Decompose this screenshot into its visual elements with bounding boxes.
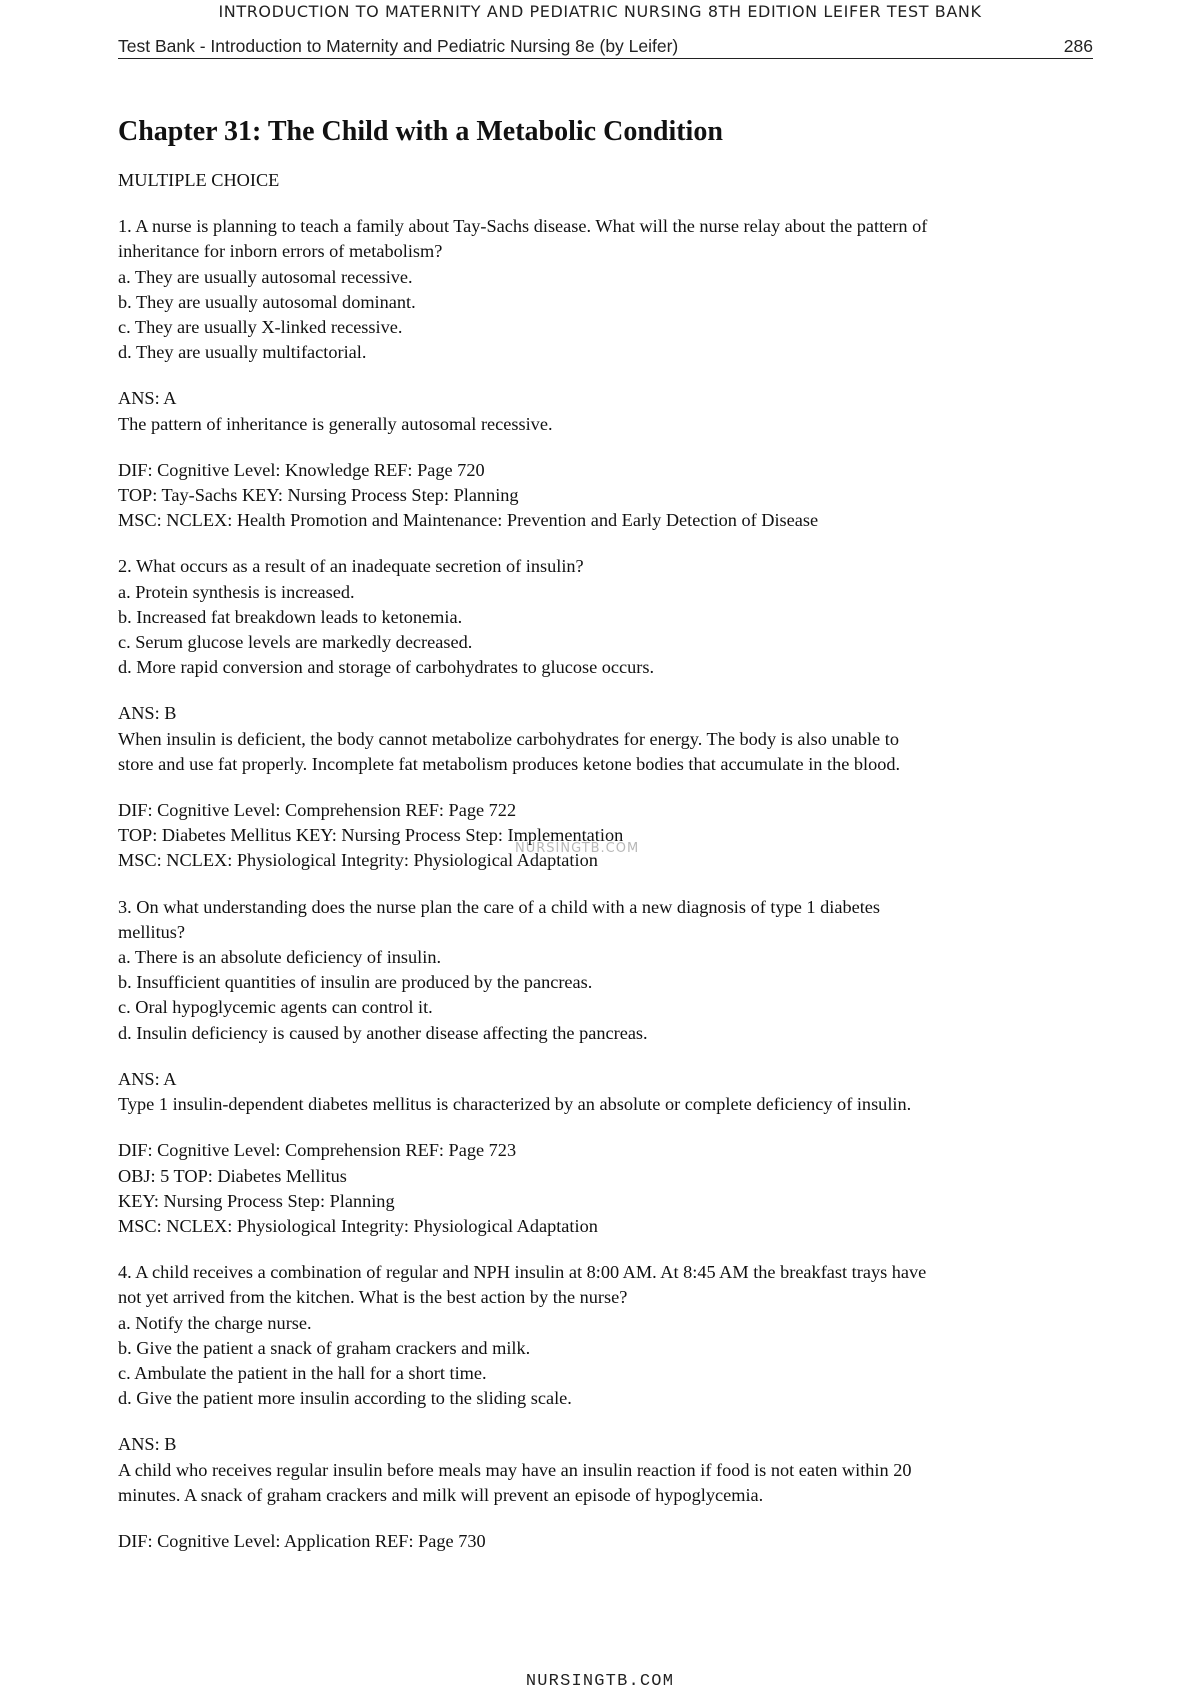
page-number: 286 <box>1063 36 1093 56</box>
spacer <box>118 1239 1103 1260</box>
question-metadata-line: TOP: Diabetes Mellitus KEY: Nursing Process Step: Implementation <box>118 825 624 846</box>
question-metadata-line: DIF: Cognitive Level: Knowledge REF: Page 720 <box>118 459 485 480</box>
answer-option: b. Insufficient quantities of insulin are produced by the pancreas. <box>118 972 593 993</box>
question-metadata-line: OBJ: 5 TOP: Diabetes Mellitus <box>118 1165 347 1186</box>
spacer <box>118 1411 1103 1432</box>
answer-option: b. They are usually autosomal dominant. <box>118 291 416 312</box>
rationale-line: The pattern of inheritance is generally autosomal recessive. <box>118 413 553 434</box>
spacer <box>118 680 1103 701</box>
question-stem-line: 3. On what understanding does the nurse plan the care of a child with a new diagnosis of type 1 diabetes <box>118 896 881 917</box>
rationale-line: minutes. A snack of graham crackers and milk will prevent an episode of hypoglycemia. <box>118 1484 764 1505</box>
answer-option: a. They are usually autosomal recessive. <box>118 266 413 287</box>
rationale-line: store and use fat properly. Incomplete fat metabolism produces ketone bodies that accumulate in the blood. <box>118 753 901 774</box>
spacer <box>118 777 1103 798</box>
header-title: Test Bank - Introduction to Maternity and Pediatric Nursing 8e (by Leifer) <box>118 36 679 56</box>
footer: NURSINGTB.COM <box>525 1672 675 1691</box>
rationale-line: Type 1 insulin-dependent diabetes mellitus is characterized by an absolute or complete deficiency of insulin. <box>118 1094 912 1115</box>
question-stem-line: not yet arrived from the kitchen. What is the best action by the nurse? <box>118 1287 628 1308</box>
question-metadata-line: MSC: NCLEX: Physiological Integrity: Physiological Adaptation <box>118 850 598 871</box>
rationale-line: A child who receives regular insulin before meals may have an insulin reaction if food is not eaten within 20 <box>118 1459 912 1480</box>
answer-option: c. Ambulate the patient in the hall for a short time. <box>118 1362 487 1383</box>
answer-key: ANS: A <box>118 1068 177 1089</box>
answer-option: a. Notify the charge nurse. <box>118 1312 312 1333</box>
answer-option: b. Increased fat breakdown leads to ketonemia. <box>118 606 463 627</box>
answer-key: ANS: A <box>118 388 177 409</box>
answer-option: b. Give the patient a snack of graham crackers and milk. <box>118 1337 531 1358</box>
spacer <box>118 1046 1103 1067</box>
answer-option: c. Oral hypoglycemic agents can control it. <box>118 997 433 1018</box>
answer-option: d. They are usually multifactorial. <box>118 342 367 363</box>
question-metadata-line: MSC: NCLEX: Physiological Integrity: Physiological Adaptation <box>118 1215 598 1236</box>
question-stem-line: 2. What occurs as a result of an inadequate secretion of insulin? <box>118 556 584 577</box>
spacer <box>118 365 1103 386</box>
question-metadata-line: MSC: NCLEX: Health Promotion and Maintenance: Prevention and Early Detection of Disease <box>118 510 819 531</box>
spacer <box>118 1117 1103 1138</box>
answer-option: a. Protein synthesis is increased. <box>118 581 355 602</box>
answer-key: ANS: B <box>118 703 177 724</box>
answer-option: a. There is an absolute deficiency of insulin. <box>118 947 442 968</box>
spacer <box>118 874 1103 895</box>
question-metadata-line: DIF: Cognitive Level: Comprehension REF: Page 722 <box>118 800 517 821</box>
running-header <box>118 34 1093 59</box>
question-stem-line: 4. A child receives a combination of regular and NPH insulin at 8:00 AM. At 8:45 AM the breakfast trays have <box>118 1262 927 1283</box>
question-block <box>118 214 1103 554</box>
spacer <box>118 1508 1103 1529</box>
question-metadata-line: KEY: Nursing Process Step: Planning <box>118 1190 395 1211</box>
question-stem-line: 1. A nurse is planning to teach a family about Tay-Sachs disease. What will the nurse relay about the pattern of <box>118 216 928 237</box>
spacer <box>118 437 1103 458</box>
answer-option: d. More rapid conversion and storage of carbohydrates to glucose occurs. <box>118 657 655 678</box>
section-label: MULTIPLE CHOICE <box>118 170 280 190</box>
rationale-line: When insulin is deficient, the body cannot metabolize carbohydrates for energy. The body is also unable to <box>118 728 899 749</box>
page-content <box>118 112 1103 1554</box>
top-banner: INTRODUCTION TO MATERNITY AND PEDIATRIC NURSING 8TH EDITION LEIFER TEST BANK <box>218 2 982 21</box>
answer-option: c. They are usually X-linked recessive. <box>118 317 403 338</box>
chapter-title: Chapter 31: The Child with a Metabolic Condition <box>118 116 723 147</box>
question-metadata-line: TOP: Tay-Sachs KEY: Nursing Process Step: Planning <box>118 485 519 506</box>
question-metadata-line: DIF: Cognitive Level: Comprehension REF: Page 723 <box>118 1140 517 1161</box>
question-metadata-line: DIF: Cognitive Level: Application REF: Page 730 <box>118 1530 486 1551</box>
spacer <box>118 533 1103 554</box>
answer-key: ANS: B <box>118 1434 177 1455</box>
answer-option: d. Insulin deficiency is caused by another disease affecting the pancreas. <box>118 1022 648 1043</box>
question-stem-line: inheritance for inborn errors of metabolism? <box>118 241 443 262</box>
answer-option: c. Serum glucose levels are markedly decreased. <box>118 632 473 653</box>
answer-option: d. Give the patient more insulin according to the sliding scale. <box>118 1388 572 1409</box>
question-stem-line: mellitus? <box>118 921 186 942</box>
watermark: NURSINGTB.COM <box>515 841 640 856</box>
question-list <box>118 214 1103 1554</box>
question-block <box>118 1260 1103 1554</box>
question-block <box>118 895 1103 1260</box>
